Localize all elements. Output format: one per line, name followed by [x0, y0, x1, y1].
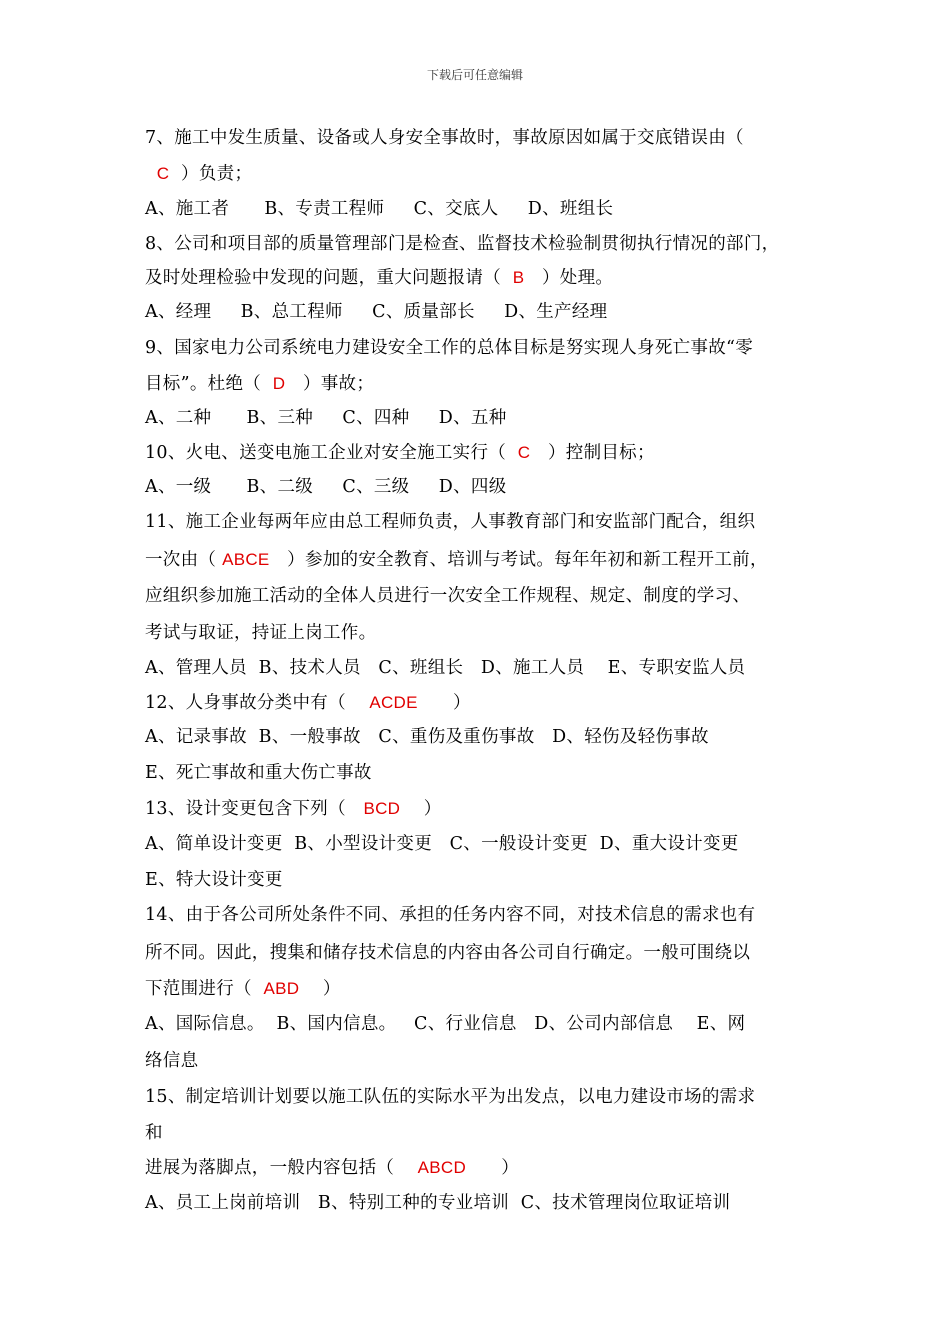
line-text	[145, 164, 157, 184]
line-text-after: ）参加的安全教育、培训与考试。每年年初和新工程开工前，	[269, 550, 768, 570]
text-line	[145, 1121, 163, 1145]
line-text: 下范围进行（	[145, 979, 264, 999]
text-line	[145, 372, 374, 396]
text-line	[145, 197, 613, 221]
text-line	[145, 797, 442, 821]
line-text: 考试与取证，持证上岗工作。	[145, 623, 377, 643]
text-line	[145, 126, 744, 150]
text-line	[145, 336, 753, 360]
line-text: A、管理人员 B、技术人员 C、班组长 D、施工人员 E、专职安监人员	[145, 658, 746, 678]
line-text: 11、施工企业每两年应由总工程师负责，人事教育部门和安监部门配合，组织	[145, 512, 756, 532]
line-text: A、国际信息。 B、国内信息。 C、行业信息 D、公司内部信息 E、网	[145, 1014, 746, 1034]
answer-mark: ACDE	[369, 693, 418, 712]
line-text: A、员工上岗前培训 B、特别工种的专业培训 C、技术管理岗位取证培训	[145, 1193, 731, 1213]
text-line	[145, 266, 613, 290]
text-line	[145, 441, 655, 465]
line-text: A、二种 B、三种 C、四种 D、五种	[145, 408, 507, 428]
answer-mark: C	[517, 443, 531, 462]
text-line	[145, 761, 372, 785]
text-line	[145, 868, 283, 892]
answer-mark: B	[512, 268, 525, 287]
text-line	[145, 725, 709, 749]
text-line	[145, 584, 750, 608]
line-text-after: ）控制目标；	[530, 443, 655, 463]
text-line	[145, 903, 755, 927]
line-text: 10、火电、送变电施工企业对安全施工实行（	[145, 443, 518, 463]
line-text: A、简单设计变更 B、小型设计变更 C、一般设计变更 D、重大设计变更	[145, 834, 739, 854]
text-line	[145, 656, 745, 680]
line-text-after: ）事故；	[285, 374, 375, 394]
line-text: 及时处理检验中发现的问题，重大问题报请（	[145, 268, 513, 288]
text-line	[145, 1191, 730, 1215]
text-line	[145, 1156, 519, 1180]
answer-mark: ABD	[263, 979, 300, 998]
text-line	[145, 1085, 755, 1109]
answer-mark: C	[156, 164, 170, 183]
line-text: E、特大设计变更	[145, 870, 283, 890]
line-text: 应组织参加施工活动的全体人员进行一次安全工作规程、规定、制度的学习、	[145, 586, 751, 606]
line-text: A、施工者 B、专责工程师 C、交底人 D、班组长	[145, 199, 614, 219]
text-line	[145, 691, 471, 715]
line-text: 15、制定培训计划要以施工队伍的实际水平为出发点，以电力建设市场的需求	[145, 1087, 756, 1107]
line-text-after: ）	[466, 1158, 520, 1178]
text-line	[145, 977, 341, 1001]
line-text: 进展为落脚点，一般内容包括（	[145, 1158, 418, 1178]
line-text: 目标”。杜绝（	[145, 374, 273, 394]
text-line	[145, 941, 750, 965]
text-line	[145, 621, 376, 645]
line-text: 和	[145, 1123, 163, 1143]
line-text: 9、国家电力公司系统电力建设安全工作的总体目标是努实现人身死亡事故“零	[145, 338, 754, 358]
text-line	[145, 300, 607, 324]
text-line	[145, 162, 252, 186]
text-line	[145, 1012, 745, 1036]
line-text: A、经理 B、总工程师 C、质量部长 D、生产经理	[145, 302, 608, 322]
line-text: 7、施工中发生质量、设备或人身安全事故时，事故原因如属于交底错误由（	[145, 128, 744, 148]
page-header: 下载后可任意编辑	[426, 68, 523, 82]
line-text: 13、设计变更包含下列（	[145, 799, 364, 819]
line-text: 一次由（	[145, 550, 223, 570]
text-line	[145, 832, 739, 856]
answer-mark: ABCE	[222, 550, 270, 569]
line-text: 14、由于各公司所处条件不同、承担的任务内容不同，对技术信息的需求也有	[145, 905, 756, 925]
line-text: 8、公司和项目部的质量管理部门是检查、监督技术检验制贯彻执行情况的部门，	[145, 234, 780, 254]
text-line	[145, 406, 507, 430]
line-text: 络信息	[145, 1051, 199, 1071]
line-text-after: ）	[299, 979, 341, 999]
text-line	[145, 510, 755, 534]
line-text: E、死亡事故和重大伤亡事故	[145, 763, 372, 783]
text-line	[145, 232, 779, 256]
text-line	[145, 548, 768, 572]
line-text: A、记录事故 B、一般事故 C、重伤及重伤事故 D、轻伤及轻伤事故	[145, 727, 709, 747]
answer-mark: BCD	[363, 799, 401, 818]
text-line	[145, 475, 507, 499]
line-text: 12、人身事故分类中有（	[145, 693, 370, 713]
line-text-after: ）	[400, 799, 442, 819]
line-text-after: ）负责；	[169, 164, 253, 184]
answer-mark: ABCD	[417, 1158, 467, 1177]
line-text-after: ）	[417, 693, 471, 713]
line-text-after: ）处理。	[524, 268, 614, 288]
answer-mark: D	[272, 374, 286, 393]
text-line	[145, 1049, 198, 1073]
line-text: 所不同。因此，搜集和储存技术信息的内容由各公司自行确定。一般可围绕以	[145, 943, 751, 963]
line-text: A、一级 B、二级 C、三级 D、四级	[145, 477, 507, 497]
